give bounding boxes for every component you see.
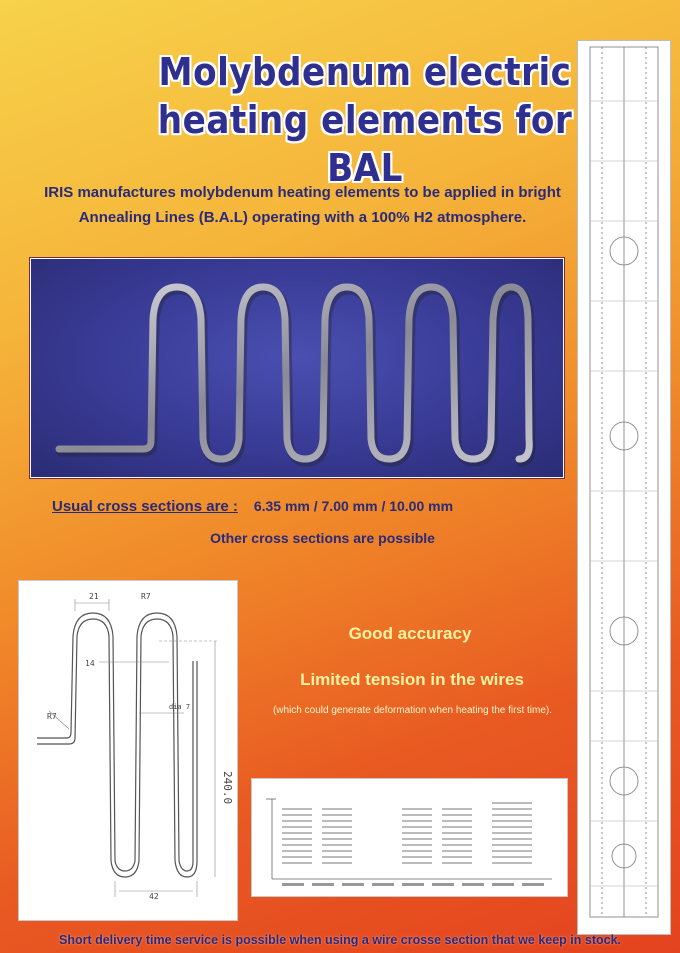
intro-line-1: IRIS manufactures molybdenum heating elements to be applied in bright: [44, 184, 561, 201]
dim-angle-label: R7: [47, 712, 57, 721]
title-line-1: Molybdenum electric: [158, 50, 572, 94]
intro-text: [20, 180, 585, 230]
dim-left-label: 14: [85, 659, 95, 668]
technical-drawing-element: [18, 580, 238, 921]
cross-sections-values: 6.35 mm / 7.00 mm / 10.00 mm: [253, 498, 454, 514]
limited-tension-text: Limited tension in the wires: [300, 670, 524, 689]
dim-radius-label: R7: [141, 592, 151, 601]
furnace-tower-drawing: [577, 40, 671, 935]
dim-length-label: 240.0: [221, 771, 234, 805]
good-accuracy-text: Good accuracy: [348, 624, 472, 643]
dim-bottom-label: 42: [149, 892, 159, 901]
dim-width-label: 21: [89, 592, 99, 601]
cross-sections: [52, 498, 572, 515]
heating-element-photo: [30, 258, 564, 478]
page-title: [150, 48, 580, 192]
serpentine-element-illustration: [31, 259, 563, 477]
cross-sections-label: Usual cross sections are :: [52, 498, 238, 515]
deformation-note: (which could generate deformation when heating the first time).: [272, 705, 553, 716]
layout-schematic: [252, 779, 567, 896]
other-cross-sections: Other cross sections are possible: [210, 530, 435, 546]
tower-schematic: [578, 41, 670, 934]
footer-note: Short delivery time service is possible when using a wire crosse section that we keep in stock.: [58, 933, 621, 947]
element-dimension-drawing: [19, 581, 237, 920]
element-layout-drawing: [251, 778, 568, 897]
intro-line-2: Annealing Lines (B.A.L) operating with a 100% H2 atmosphere.: [78, 209, 527, 226]
title-line-2: heating elements for BAL: [157, 98, 573, 190]
serpentine-rod: [61, 290, 531, 462]
dim-wire-label: dia 7: [169, 703, 191, 711]
